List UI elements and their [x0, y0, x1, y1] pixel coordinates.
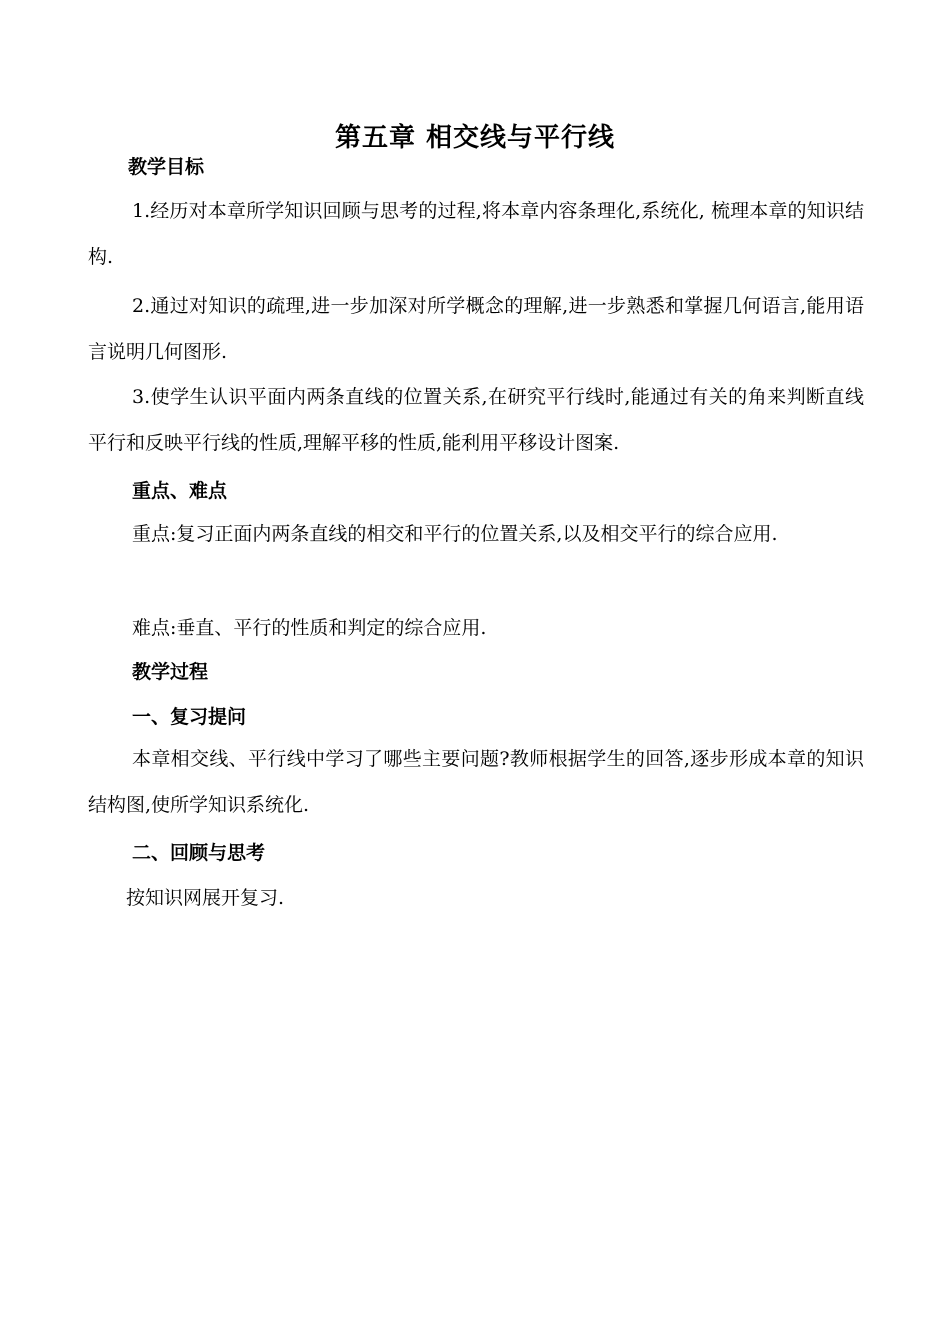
goal-item-1: 1.经历对本章所学知识回顾与思考的过程,将本章内容条理化,系统化, 梳理本章的知识结构.: [88, 200, 864, 268]
difficult-point-text: 难点:垂直、平行的性质和判定的综合应用.: [132, 617, 487, 639]
key-point-text: 重点:复习正面内两条直线的相交和平行的位置关系,以及相交平行的综合应用.: [132, 523, 778, 545]
reflect-text: 按知识网展开复习.: [126, 887, 285, 909]
goal-item-3: 3.使学生认识平面内两条直线的位置关系,在研究平行线时,能通过有关的角来判断直线平行和反映平行线的性质,理解平移的性质,能利用平移设计图案.: [88, 386, 864, 454]
reflect-heading: 二、回顾与思考: [132, 842, 266, 864]
review-heading: 一、复习提问: [132, 706, 247, 728]
chapter-title: 第五章 相交线与平行线: [334, 123, 616, 153]
process-heading: 教学过程: [132, 661, 209, 683]
key-points-heading: 重点、难点: [132, 480, 228, 502]
goals-heading: 教学目标: [128, 156, 205, 178]
goal-item-2: 2.通过对知识的疏理,进一步加深对所学概念的理解,进一步熟悉和掌握几何语言,能用语言说明几何图形.: [88, 295, 864, 363]
review-text: 本章相交线、平行线中学习了哪些主要问题?教师根据学生的回答,逐步形成本章的知识结构图,使所学知识系统化.: [88, 748, 864, 816]
